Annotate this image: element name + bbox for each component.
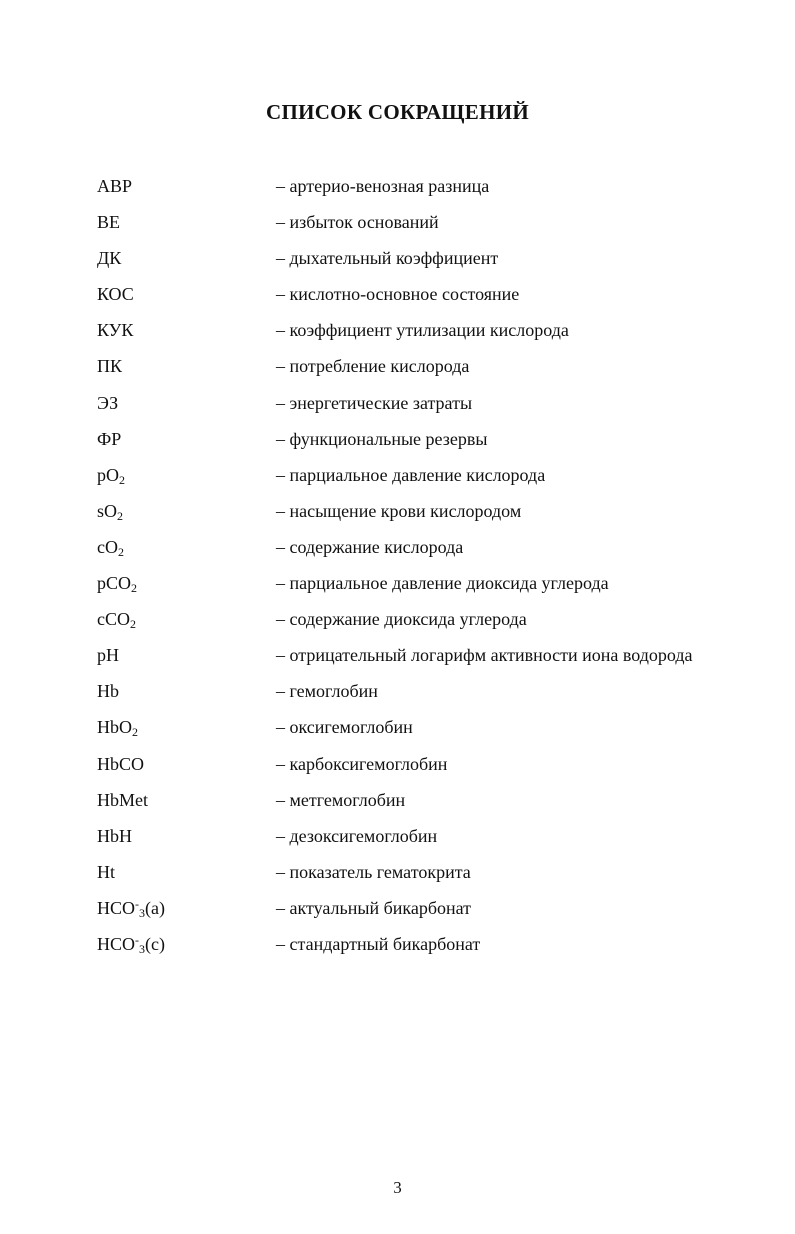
abbreviation-row — [0, 388, 795, 424]
abbreviation-definition: – дезоксигемоглобин — [276, 825, 438, 846]
abbreviation-row — [0, 929, 795, 965]
abbreviation-term-base: BE — [97, 212, 121, 233]
abbreviation-term — [97, 821, 132, 851]
abbreviation-term — [97, 207, 120, 237]
abbreviation-row — [0, 640, 795, 676]
abbreviation-definition: – артерио-венозная разница — [276, 176, 490, 196]
abbreviation-row — [0, 532, 795, 568]
abbreviation-term — [97, 604, 136, 634]
abbreviation-term — [97, 424, 121, 454]
abbreviation-term-base: HbMet — [97, 789, 148, 810]
abbreviation-term-base: pH — [97, 645, 119, 666]
abbreviation-term-subscript: 3 — [139, 941, 146, 956]
abbreviation-definition: – содержание кислорода — [276, 536, 464, 557]
abbreviation-term — [97, 351, 122, 381]
abbreviation-row — [0, 893, 795, 929]
abbreviation-row — [0, 857, 795, 893]
abbreviation-list — [0, 171, 795, 965]
page-number: 3 — [393, 1178, 402, 1197]
abbreviation-row — [0, 279, 795, 315]
abbreviation-row — [0, 315, 795, 351]
abbreviation-term — [97, 749, 144, 779]
abbreviation-term — [97, 785, 148, 815]
abbreviation-definition: – содержание диоксида углерода — [276, 609, 527, 630]
abbreviation-term-base: cO — [97, 536, 118, 557]
abbreviation-term-base: ПК — [97, 356, 123, 377]
abbreviation-term-base: HbCO — [97, 753, 145, 774]
abbreviation-term-superscript: - — [135, 932, 140, 947]
abbreviation-row — [0, 460, 795, 496]
abbreviation-term — [97, 279, 134, 309]
abbreviation-row — [0, 676, 795, 712]
abbreviation-term-base: pCO — [97, 573, 132, 594]
abbreviation-term-base: Ht — [97, 861, 115, 882]
abbreviation-definition: – кислотно-основное состояние — [276, 284, 520, 305]
abbreviation-definition: – оксигемоглобин — [276, 717, 413, 738]
abbreviation-definition: – показатель гематокрита — [276, 861, 471, 882]
abbreviation-row — [0, 604, 795, 640]
abbreviation-definition: – парциальное давление кислорода — [276, 464, 546, 485]
abbreviation-term-base: HCO — [97, 897, 136, 918]
abbreviation-term-base: Hb — [97, 681, 119, 702]
abbreviation-definition: – функциональные резервы — [276, 428, 488, 449]
abbreviation-definition: – дыхательный коэффициент — [276, 248, 499, 269]
abbreviation-term — [97, 460, 125, 490]
abbreviation-term-base: ФР — [97, 428, 122, 449]
abbreviation-definition: – метгемоглобин — [276, 789, 406, 810]
abbreviation-term — [97, 388, 118, 418]
abbreviation-term-base: pO — [97, 464, 119, 485]
abbreviation-row — [0, 821, 795, 857]
abbreviation-definition: – коэффициент утилизации кислорода — [276, 320, 569, 341]
abbreviation-term — [97, 496, 123, 526]
abbreviation-term-base: ЭЗ — [97, 392, 119, 413]
abbreviation-term-subscript: 2 — [119, 472, 125, 487]
abbreviation-term-subscript: 2 — [132, 725, 138, 740]
abbreviation-term-subscript: 2 — [118, 544, 124, 559]
abbreviation-term-base: sO — [97, 500, 118, 521]
abbreviation-definition: – энергетические затраты — [276, 392, 473, 413]
abbreviation-term-subscript: 2 — [130, 617, 136, 632]
abbreviation-term — [97, 532, 124, 562]
abbreviation-row — [0, 424, 795, 460]
abbreviation-row — [0, 749, 795, 785]
abbreviation-term-base: АВР — [97, 176, 133, 196]
abbreviation-term-base: ДК — [97, 248, 122, 269]
abbreviation-term — [97, 243, 121, 273]
abbreviation-row — [0, 207, 795, 243]
abbreviation-term-subscript: 2 — [131, 581, 138, 596]
abbreviation-term-subscript: 2 — [117, 508, 124, 523]
abbreviation-term-base: КОС — [97, 284, 134, 305]
abbreviation-row — [0, 496, 795, 532]
abbreviation-term-subscript: 3 — [139, 905, 146, 920]
abbreviation-row — [0, 351, 795, 387]
abbreviation-definition: – отрицательный логарифм активности иона водорода — [276, 645, 693, 666]
page-title: СПИСОК СОКРАЩЕНИЙ — [265, 100, 530, 124]
abbreviation-row — [0, 712, 795, 748]
abbreviation-row — [0, 171, 795, 207]
abbreviation-definition: – парциальное давление диоксида углерода — [276, 573, 609, 594]
abbreviation-definition: – избыток оснований — [276, 212, 439, 233]
abbreviation-term-base: HbO — [97, 717, 132, 738]
abbreviation-definition: – гемоглобин — [276, 681, 378, 702]
abbreviation-definition: – актуальный бикарбонат — [276, 897, 472, 918]
abbreviation-definition: – насыщение крови кислородом — [276, 500, 522, 521]
abbreviation-term-suffix: (c) — [145, 933, 165, 954]
abbreviation-term-base: cCO — [97, 609, 130, 630]
abbreviation-term-base: КУК — [97, 320, 134, 341]
abbreviation-row — [0, 785, 795, 821]
abbreviation-term — [97, 857, 115, 887]
abbreviation-definition: – карбоксигемоглобин — [276, 753, 448, 774]
abbreviation-term-base: HbH — [97, 825, 132, 846]
abbreviation-term — [97, 893, 165, 923]
abbreviation-row — [0, 568, 795, 604]
abbreviation-term-suffix: (a) — [145, 897, 165, 918]
abbreviation-term — [97, 712, 138, 742]
abbreviation-term — [97, 929, 165, 959]
abbreviation-term — [97, 171, 132, 201]
abbreviation-definition: – потребление кислорода — [276, 356, 470, 377]
abbreviation-term — [97, 568, 137, 598]
abbreviation-row — [0, 243, 795, 279]
abbreviation-term — [97, 315, 133, 345]
abbreviation-term-base: HCO — [97, 933, 136, 954]
abbreviation-definition: – стандартный бикарбонат — [276, 933, 481, 954]
abbreviation-term — [97, 640, 119, 670]
abbreviation-term — [97, 676, 119, 706]
abbreviation-term-superscript: - — [135, 896, 140, 911]
